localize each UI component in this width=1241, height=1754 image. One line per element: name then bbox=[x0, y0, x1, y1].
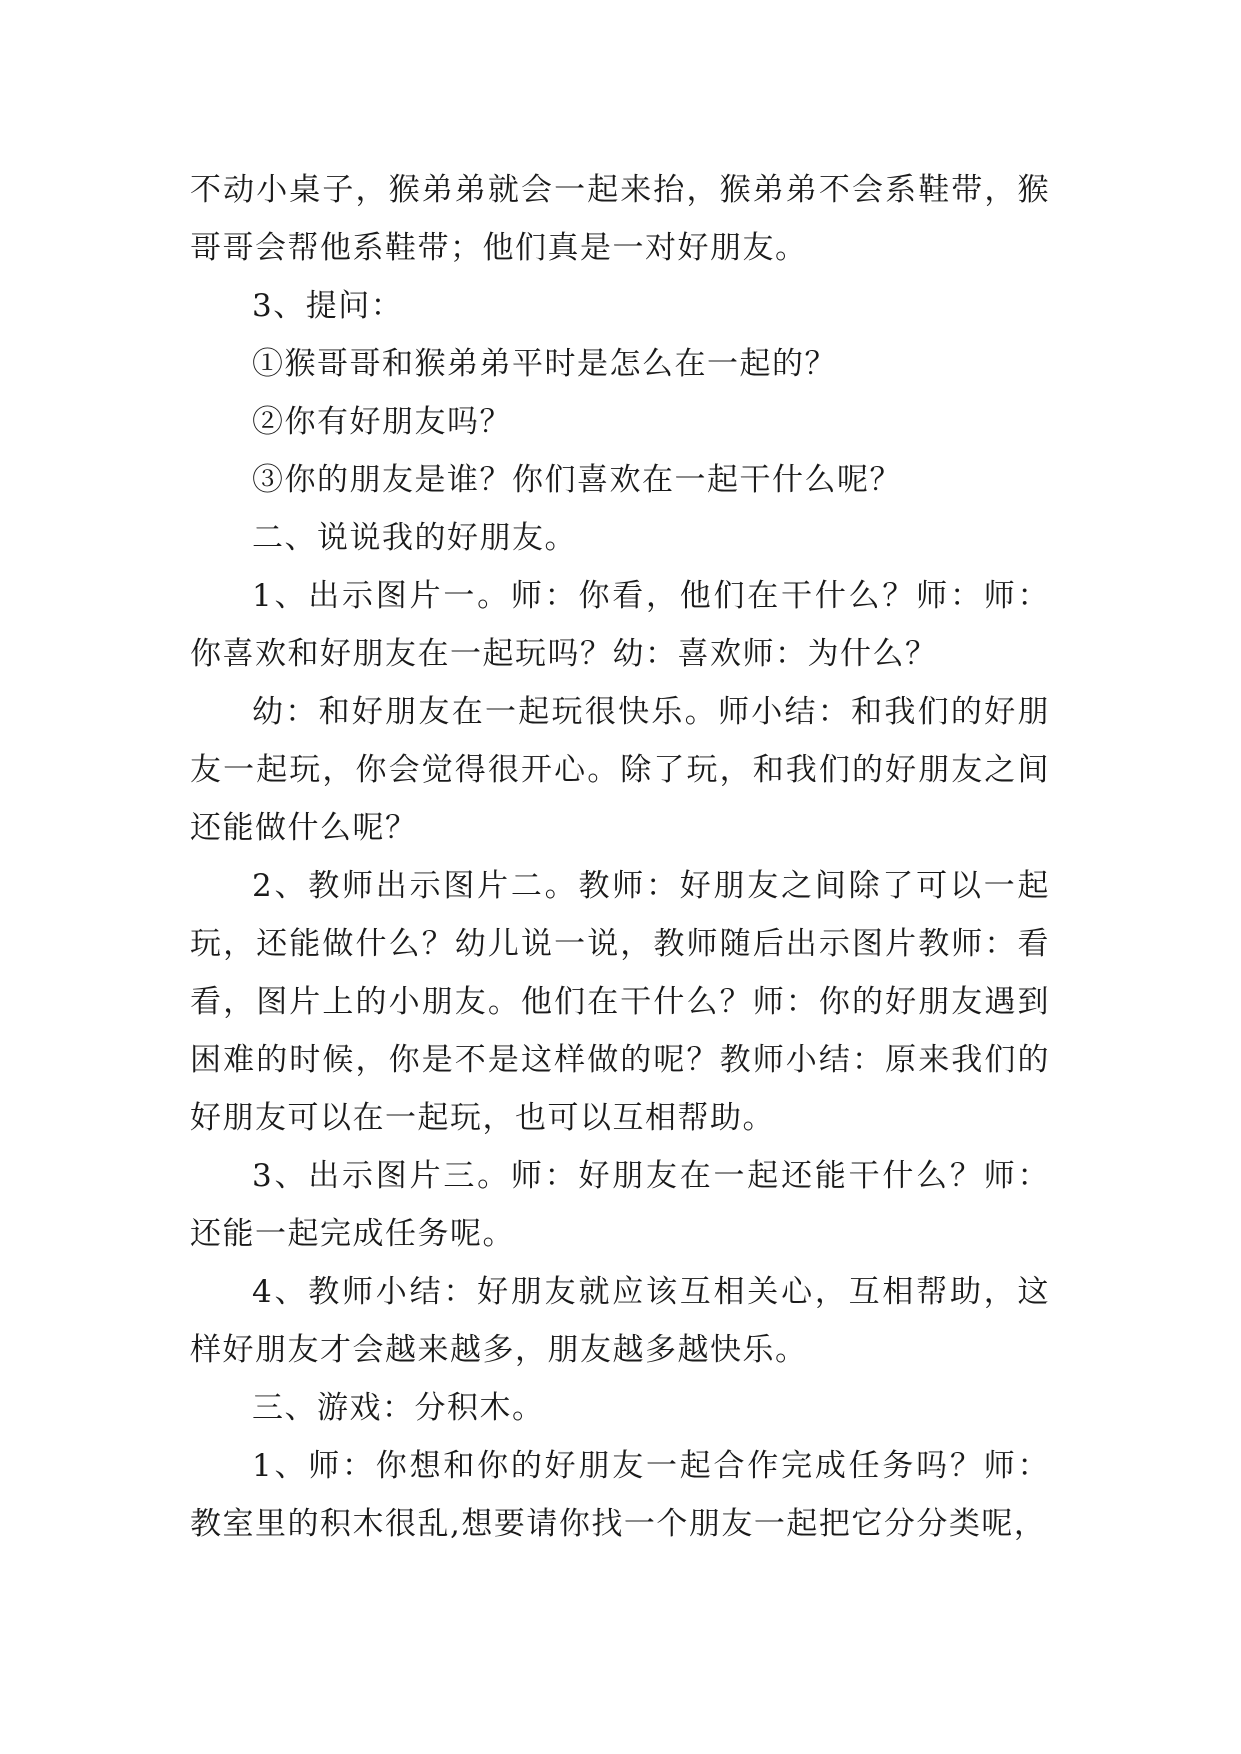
paragraph: ①猴哥哥和猴弟弟平时是怎么在一起的？ bbox=[252, 346, 837, 382]
paragraph: 1、出示图片一。师：你看，他们在干什么？师：师：你喜欢和好朋友在一起玩吗？幼：喜欢师：为什么？ bbox=[190, 578, 1050, 672]
document-body bbox=[190, 161, 1050, 1553]
paragraph: 3、出示图片三。师：好朋友在一起还能干什么？师：还能一起完成任务呢。 bbox=[190, 1158, 1050, 1252]
paragraph: ②你有好朋友吗？ bbox=[252, 404, 512, 440]
section-heading: 二、说说我的好朋友。 bbox=[252, 520, 577, 556]
paragraph: ③你的朋友是谁？你们喜欢在一起干什么呢？ bbox=[252, 462, 902, 498]
paragraph: 3、提问： bbox=[252, 288, 404, 324]
section-heading: 三、游戏：分积木。 bbox=[252, 1390, 545, 1426]
paragraph: 1、师：你想和你的好朋友一起合作完成任务吗？师：教室里的积木很乱,想要请你找一个朋友一起把它分分类呢， bbox=[190, 1448, 1050, 1542]
paragraph: 不动小桌子，猴弟弟就会一起来抬，猴弟弟不会系鞋带，猴哥哥会帮他系鞋带；他们真是一对好朋友。 bbox=[190, 172, 1050, 266]
paragraph: 幼：和好朋友在一起玩很快乐。师小结：和我们的好朋友一起玩，你会觉得很开心。除了玩，和我们的好朋友之间还能做什么呢？ bbox=[190, 694, 1050, 846]
paragraph: 4、教师小结：好朋友就应该互相关心，互相帮助，这样好朋友才会越来越多，朋友越多越快乐。 bbox=[190, 1274, 1050, 1368]
paragraph: 2、教师出示图片二。教师：好朋友之间除了可以一起玩，还能做什么？幼儿说一说，教师随后出示图片教师：看看，图片上的小朋友。他们在干什么？师：你的好朋友遇到困难的时候，你是不是这样做的呢？教师小结：原来我们的好朋友可以在一起玩，也可以互相帮助。 bbox=[190, 868, 1050, 1136]
